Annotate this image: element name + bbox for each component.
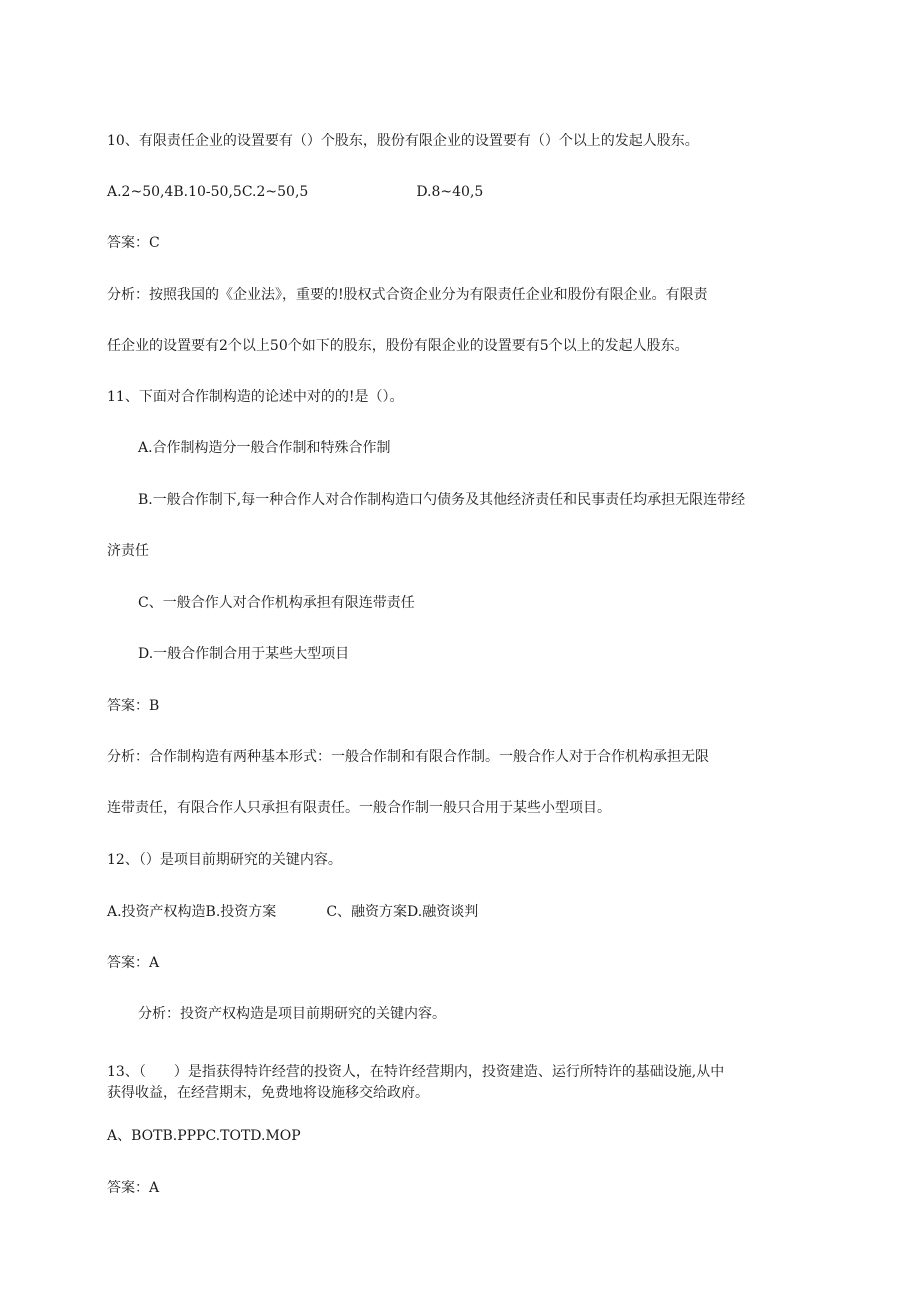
q13-stem-line1: 13、（ ）是指获得特许经营的投资人，在特许经营期内，投资建造、运行所特许的基础设施,从中: [107, 1064, 725, 1080]
q10-options: [107, 182, 483, 202]
q11-analysis-line2: 连带责任，有限合作人只承担有限责任。一般合作制一般只合用于某些小型项目。: [107, 800, 611, 816]
q12-options: [107, 902, 478, 922]
q13-stem-line2: 获得收益，在经营期末，免费地将设施移交给政府。: [107, 1085, 429, 1101]
q11-option-c: C、一般合作人对合作机构承担有限连带责任: [138, 595, 415, 611]
q12-options-ab: A.投资产权构造B.投资方案: [107, 904, 277, 920]
q10-analysis-line1: 分析：按照我国的《企业法》，重要的!股权式合资企业分为有限责任企业和股份有限企业。有限责: [107, 287, 708, 303]
q11-answer: 答案：B: [107, 698, 160, 714]
q11-stem: 11、下面对合作制构造的论述中对的的!是（）。: [107, 389, 404, 405]
q11-option-d: D.一般合作制合用于某些大型项目: [138, 646, 350, 662]
q10-options-abc: A.2~50,4B.10-50,5C.2~50,5: [107, 184, 309, 200]
q13-options: A、BOTB.PPPC.TOTD.MOP: [107, 1128, 301, 1144]
q10-analysis-line2: 任企业的设置要有2个以上50个如下的股东，股份有限企业的设置要有5个以上的发起人股东。: [107, 338, 689, 354]
q12-options-cd: C、融资方案D.融资谈判: [326, 904, 479, 920]
q12-answer: 答案：A: [107, 955, 160, 971]
q11-option-b-line2: 济责任: [107, 543, 149, 559]
q11-option-b-line1: B.一般合作制下,每一种合作人对合作制构造口勺债务及其他经济责任和民事责任均承担无限连带经: [138, 492, 746, 508]
q11-analysis-line1: 分析：合作制构造有两种基本形式：一般合作制和有限合作制。一般合作人对于合作机构承担无限: [107, 749, 709, 765]
q11-option-a: A.合作制构造分一般合作制和特殊合作制: [138, 440, 391, 456]
q12-analysis: 分析：投资产权构造是项目前期研究的关键内容。: [138, 1006, 446, 1022]
q13-answer: 答案：A: [107, 1180, 160, 1196]
q10-stem: 10、有限责任企业的设置要有（）个股东，股份有限企业的设置要有（）个以上的发起人股东。: [107, 133, 699, 149]
q10-answer: 答案：C: [107, 235, 160, 251]
q12-stem: 12、（）是项目前期研究的关键内容。: [107, 852, 342, 868]
q10-option-d: D.8~40,5: [416, 184, 484, 200]
